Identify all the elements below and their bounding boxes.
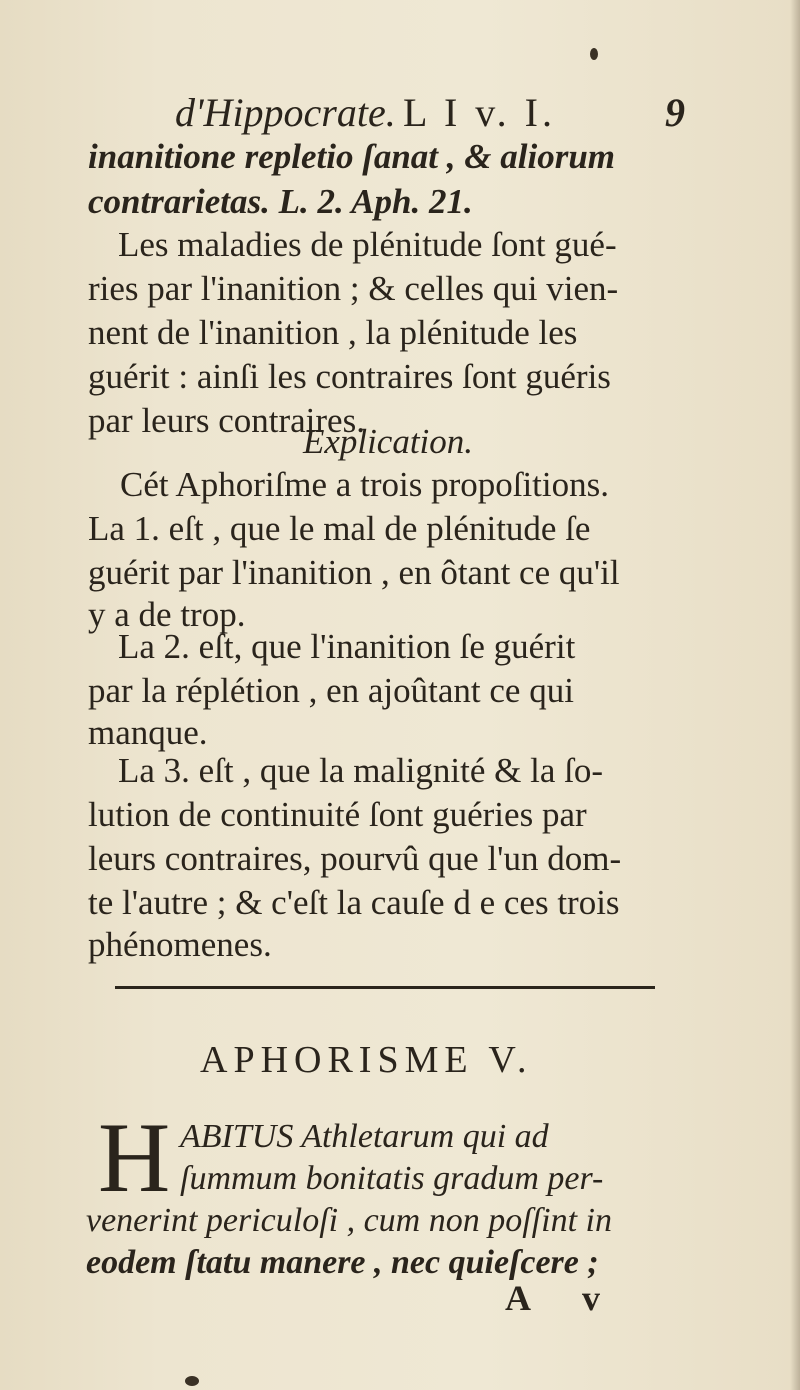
text-line: La 2. eſt, que l'inanition ſe guérit xyxy=(118,627,576,666)
text-line: par la réplétion , en ajoûtant ce qui xyxy=(88,671,574,710)
ink-speck xyxy=(185,1376,199,1386)
text-line: leurs contraires, pourvû que l'un dom- xyxy=(88,839,622,878)
text-line: guérit par l'inanition , en ôtant ce qu'il xyxy=(88,553,620,592)
aphorism-line: ABITUS Athletarum qui ad xyxy=(180,1118,549,1155)
text-line: guérit : ainſi les contraires ſont guéris xyxy=(88,357,611,396)
ink-speck xyxy=(590,48,598,60)
aphorism-heading: APHORISME V. xyxy=(200,1039,533,1081)
text-line: Les maladies de plénitude ſont gué- xyxy=(118,225,617,264)
text-line: phénomenes. xyxy=(88,925,272,964)
text-line: lution de continuité ſont guéries par xyxy=(88,795,587,834)
running-head-book: L I v. I. xyxy=(403,90,556,135)
section-title: Explication. xyxy=(302,422,474,461)
aphorism-line: ſummum bonitatis gradum per- xyxy=(180,1160,604,1197)
text-line: contrarietas. L. 2. Aph. 21. xyxy=(88,182,473,221)
text-line: y a de trop. xyxy=(88,595,246,634)
page-number: 9 xyxy=(665,90,685,135)
signature-mark: A v xyxy=(505,1278,623,1318)
text-line: ries par l'inanition ; & celles qui vien- xyxy=(88,269,619,308)
text-line: manque. xyxy=(88,713,208,752)
section-divider xyxy=(115,986,655,989)
aphorism-line: eodem ſtatu manere , nec quieſcere ; xyxy=(86,1244,599,1281)
aphorism-line: venerint periculoſi , cum non poſſint in xyxy=(86,1202,612,1239)
running-head-title: d'Hippocrate. xyxy=(175,90,396,135)
text-line: inanitione repletio ſanat , & aliorum xyxy=(88,137,616,176)
text-line: La 1. eſt , que le mal de plénitude ſe xyxy=(88,509,591,548)
running-head xyxy=(175,88,695,138)
text-line: Cét Aphoriſme a trois propoſitions. xyxy=(120,465,609,504)
text-line: La 3. eſt , que la malignité & la ſo- xyxy=(118,751,603,790)
text-line: par leurs contraires. xyxy=(88,401,365,440)
drop-cap: H xyxy=(98,1102,171,1213)
text-line: nent de l'inanition , la plénitude les xyxy=(88,313,578,352)
page-edge-shadow xyxy=(790,0,800,1390)
text-line: te l'autre ; & c'eſt la cauſe d e ces trois xyxy=(88,883,620,922)
